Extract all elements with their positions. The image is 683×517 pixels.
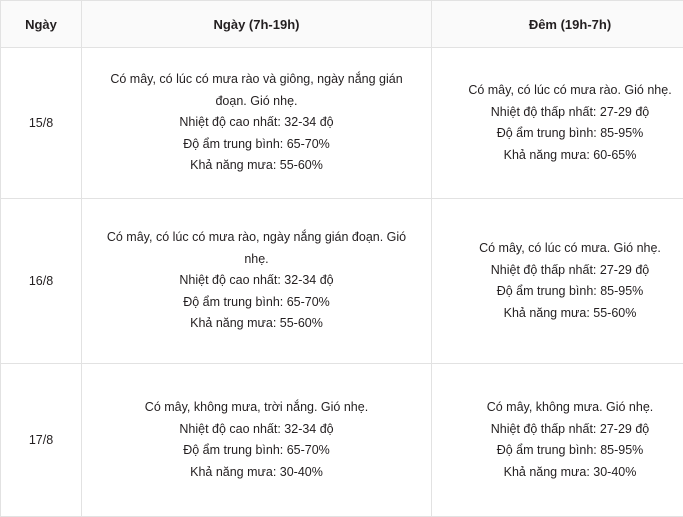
table-header (1, 1, 683, 48)
header-night: Đêm (19h-7h) (432, 1, 683, 48)
row-night-forecast (432, 199, 683, 364)
forecast-line: Có mây, không mưa. Gió nhẹ. (446, 397, 683, 419)
forecast-line: Nhiệt độ thấp nhất: 27-29 độ (446, 102, 683, 124)
forecast-line: Khả năng mưa: 30-40% (96, 462, 417, 484)
forecast-line: Khả năng mưa: 30-40% (446, 462, 683, 484)
forecast-line: Có mây, có lúc có mưa rào và giông, ngày nắng gián đoạn. Gió nhẹ. (96, 69, 417, 112)
row-date: 16/8 (1, 199, 82, 364)
forecast-line: Có mây, có lúc có mưa rào. Gió nhẹ. (446, 80, 683, 102)
forecast-line: Nhiệt độ thấp nhất: 27-29 độ (446, 260, 683, 282)
forecast-line: Nhiệt độ cao nhất: 32-34 độ (96, 419, 417, 441)
forecast-line: Có mây, có lúc có mưa. Gió nhẹ. (446, 238, 683, 260)
forecast-line: Khả năng mưa: 55-60% (446, 303, 683, 325)
table-row (1, 199, 683, 364)
forecast-line: Khả năng mưa: 60-65% (446, 145, 683, 167)
forecast-line: Độ ẩm trung bình: 85-95% (446, 440, 683, 462)
forecast-line: Độ ẩm trung bình: 65-70% (96, 292, 417, 314)
forecast-line: Khả năng mưa: 55-60% (96, 313, 417, 335)
row-date: 17/8 (1, 364, 82, 517)
row-date: 15/8 (1, 48, 82, 199)
forecast-line: Độ ẩm trung bình: 65-70% (96, 440, 417, 462)
row-night-forecast (432, 364, 683, 517)
row-daytime-forecast (82, 199, 432, 364)
table-row (1, 48, 683, 199)
table-header-row (1, 1, 683, 48)
forecast-line: Nhiệt độ thấp nhất: 27-29 độ (446, 419, 683, 441)
row-daytime-forecast (82, 364, 432, 517)
table-body (1, 48, 683, 517)
row-daytime-forecast (82, 48, 432, 199)
forecast-line: Độ ẩm trung bình: 65-70% (96, 134, 417, 156)
header-day: Ngày (1, 1, 82, 48)
forecast-line: Khả năng mưa: 55-60% (96, 155, 417, 177)
forecast-line: Độ ẩm trung bình: 85-95% (446, 123, 683, 145)
header-daytime: Ngày (7h-19h) (82, 1, 432, 48)
row-night-forecast (432, 48, 683, 199)
table-row (1, 364, 683, 517)
forecast-line: Có mây, có lúc có mưa rào, ngày nắng gián đoạn. Gió nhẹ. (96, 227, 417, 270)
forecast-line: Nhiệt độ cao nhất: 32-34 độ (96, 270, 417, 292)
forecast-line: Có mây, không mưa, trời nắng. Gió nhẹ. (96, 397, 417, 419)
forecast-line: Độ ẩm trung bình: 85-95% (446, 281, 683, 303)
forecast-line: Nhiệt độ cao nhất: 32-34 độ (96, 112, 417, 134)
